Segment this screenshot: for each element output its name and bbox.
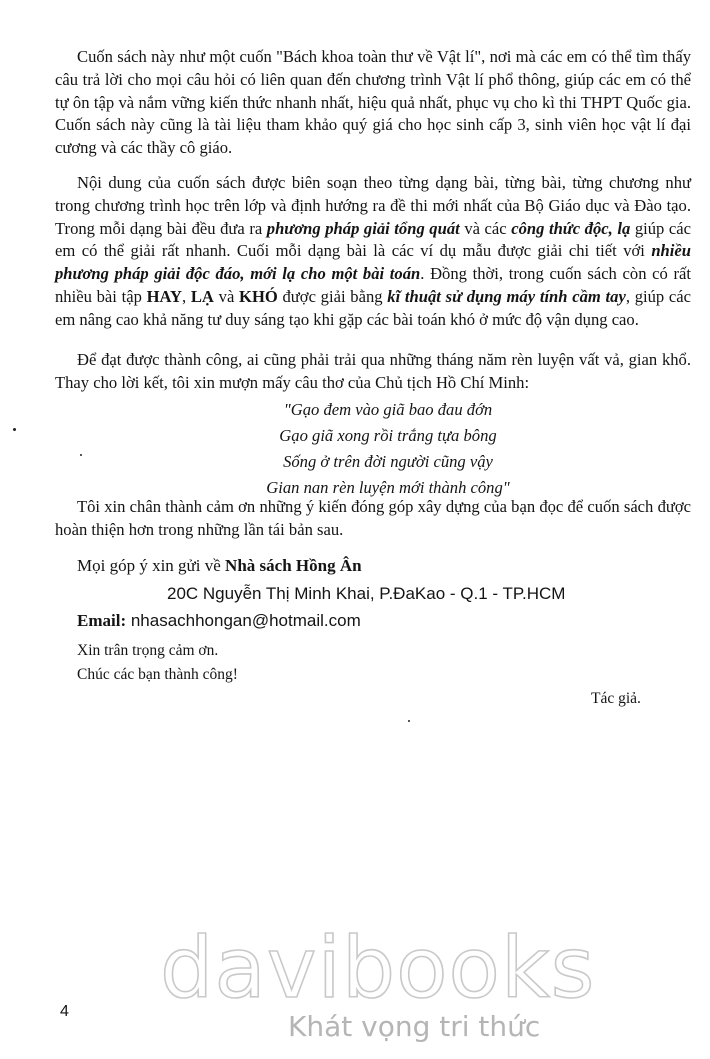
watermark-brand: davibooks bbox=[160, 919, 596, 1017]
email-line bbox=[77, 611, 361, 631]
text-run: , giúp các em nâng cao khả năng tư duy sáng tạo khi gặp các bài toán khó ở mức độ vận dụng cao. bbox=[55, 286, 692, 329]
bold-text: HAY bbox=[146, 286, 182, 306]
emphasis-text: kĩ thuật sử dụng máy tính cầm tay bbox=[387, 286, 626, 306]
poem-line: "Gạo đem vào giã bao đau đớn bbox=[283, 400, 493, 419]
print-speck bbox=[408, 720, 410, 722]
paragraph-thanks: Tôi xin chân thành cảm ơn những ý kiến đóng góp xây dựng của bạn đọc để cuốn sách được hoàn thiện hơn trong những lần tái bản sau. bbox=[55, 497, 691, 539]
poem-line: Gian nan rèn luyện mới thành công" bbox=[266, 478, 510, 497]
print-speck bbox=[13, 428, 16, 431]
author-signature: Tác giả. bbox=[591, 690, 641, 707]
poem-line: Sống ở trên đời người cũng vậy bbox=[283, 452, 493, 471]
paragraph-content bbox=[55, 172, 691, 332]
emphasis-text: phương pháp giải tổng quát bbox=[266, 218, 460, 238]
contact-prefix: Mọi góp ý xin gửi về bbox=[77, 556, 226, 575]
text-run: , bbox=[181, 286, 191, 306]
text-run: và bbox=[213, 286, 240, 306]
emphasis-text: công thức độc, lạ bbox=[511, 218, 631, 238]
print-speck bbox=[80, 454, 82, 456]
poem-line: Gạo giã xong rồi trắng tựa bông bbox=[279, 426, 497, 445]
emphasis-text: nhiều phương pháp giải độc đáo, mới lạ cho một bài toán bbox=[55, 241, 691, 284]
paragraph-intro: Cuốn sách này như một cuốn "Bách khoa toàn thư về Vật lí", nơi mà các em có thể tìm thấy câu trả lời cho mọi câu hỏi có liên quan đến chương trình Vật lí phổ thông, giúp các em có thể tự ôn tập và nắm vững kiến thức nhanh nhất, hiệu quả nhất, phục vụ cho kì thi THPT Quốc gia. Cuốn sách này cũng là tài liệu tham khảo quý giá cho học sinh cấp 3, sinh viên học vật lí đại cương và các thầy cô giáo. bbox=[55, 47, 691, 158]
text-run: giúp các em có thể giải rất nhanh. Cuối mỗi dạng bài là các ví dụ mẫu được giải chi tiết với bbox=[55, 218, 691, 261]
watermark-slogan: Khát vọng tri thức bbox=[288, 1010, 541, 1043]
poem-quote bbox=[33, 399, 710, 503]
text-run: được giải bằng bbox=[277, 286, 388, 306]
bold-text: KHÓ bbox=[239, 286, 278, 306]
email-label: Email: bbox=[77, 611, 127, 630]
publisher-name: Nhà sách Hồng Ân bbox=[225, 556, 362, 575]
contact-line bbox=[77, 556, 362, 576]
text-run: . Đồng thời, trong cuốn sách còn có rất nhiều bài tập bbox=[55, 264, 691, 306]
publisher-address: 20C Nguyễn Thị Minh Khai, P.ĐaKao - Q.1 - TP.HCM bbox=[167, 584, 566, 603]
email-address: nhasachhongan@hotmail.com bbox=[126, 611, 361, 630]
closing-thanks: Xin trân trọng cảm ơn. bbox=[77, 642, 219, 659]
bold-text: LẠ bbox=[190, 286, 214, 306]
paragraph-closing-intro: Để đạt được thành công, ai cũng phải trải qua những tháng năm rèn luyện vất vả, gian khổ. Thay cho lời kết, tôi xin mượn mấy câu thơ của Chủ tịch Hồ Chí Minh: bbox=[55, 350, 691, 392]
text-run: và các bbox=[459, 218, 512, 238]
closing-wish: Chúc các bạn thành công! bbox=[77, 666, 238, 683]
page-number: 4 bbox=[60, 1003, 69, 1020]
text-run: Nội dung của cuốn sách được biên soạn theo từng dạng bài, từng bài, từng chương như trong chương trình học trên lớp và định hướng ra đề thi mới nhất của Bộ Giáo dục và Đào tạo. Trong mỗi dạng bài đều đưa ra bbox=[55, 173, 691, 238]
